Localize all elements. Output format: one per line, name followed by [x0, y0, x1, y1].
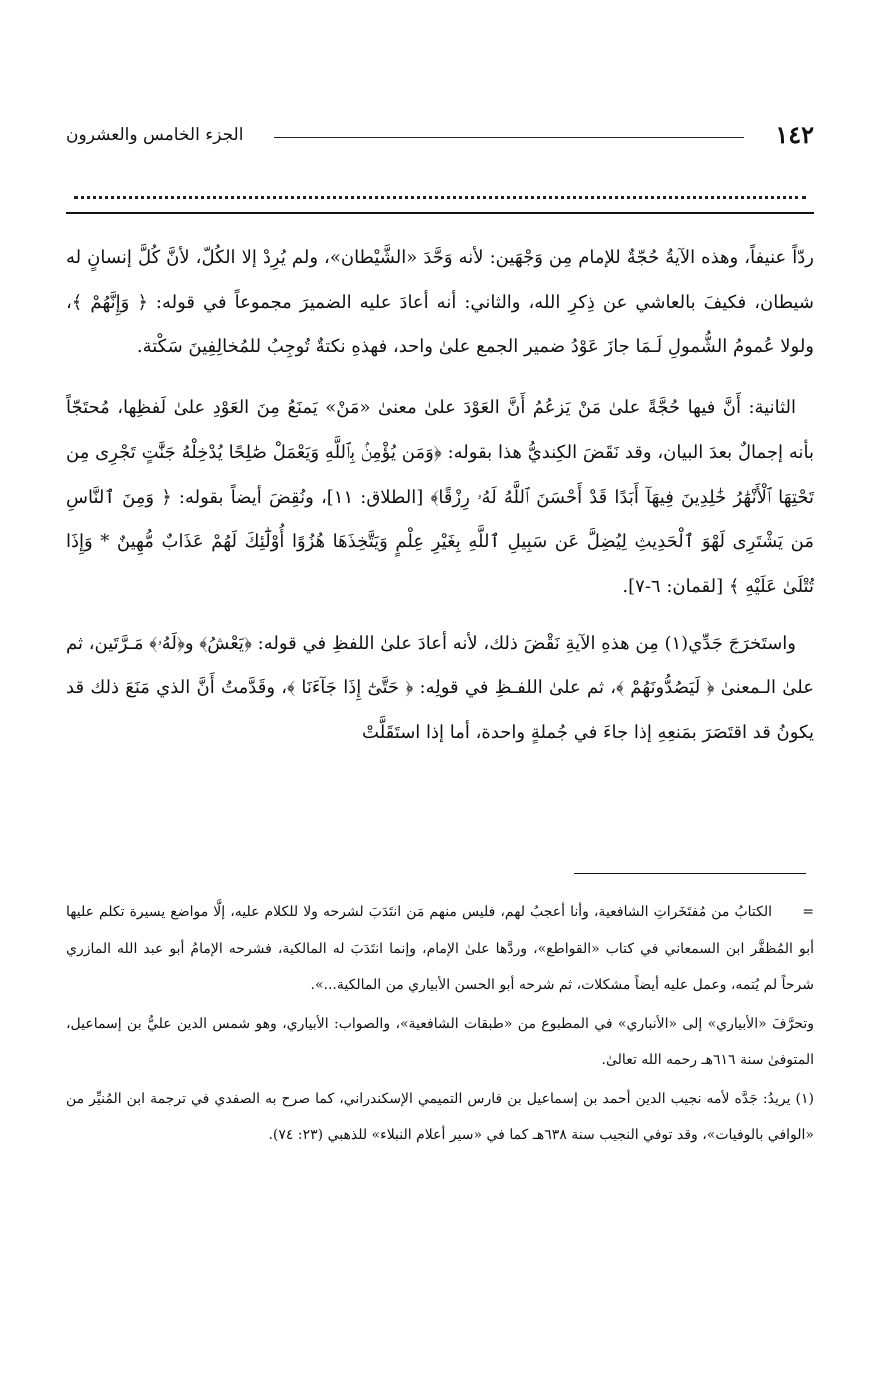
footnote-1-text: يريدُ: جَدَّه لأمه نجيب الدين أحمد بن إسماعيل بن فارس التميمي الإسكندراني، كما صرح به الصفدي في ترجمة ابن المُنيِّر من «الوافي بالوفيات»، وقد توفي النجيب سنة ٦٣٨هـ كما في «سير أعلام النبلاء» للذهبي (٢٣: ٧٤).: [66, 1090, 814, 1143]
paragraph-1: ردّاً عنيفاً، وهذه الآيةُ حُجّةٌ للإمام مِن وَجْهَين: لأنه وَحَّدَ «الشَّيْطان»، ولم يُرِدْ إلا الكُلّ، لأنَّ كُلَّ إنسانٍ له شيطان، فكيفَ بالعاشي عن ذِكرِ الله، والثاني: أنه أعادَ عليه الضميرَ مجموعاً في قوله: ﴿ وَإِنَّهُمْ ﴾، ولولا عُمومُ الشُّمولِ لَـمَا جازَ عَوْدُ ضمير الجمع علىٰ واحد، فهذهِ نكتةٌ تُوجِبُ للمُخالِفِينَ سَكْتة.: [66, 247, 814, 358]
paragraph-2: الثانية: أَنَّ فيها حُجَّةً علىٰ مَنْ يَزعُمُ أَنَّ العَوْدَ علىٰ معنىٰ «مَنْ» يَمنَعُ مِنَ العَوْدِ علىٰ لَفظِها، مُحتَجّاً بأنه إجمالٌ بعدَ البيان، وقد نَقَضَ الكِنديُّ هذا بقوله: ﴿وَمَن يُؤْمِنۢ بِٱللَّهِ وَيَعْمَلْ صَٰلِحًا يُدْخِلْهُ جَنَّٰتٍ تَجْرِى مِن تَحْتِهَا ٱلْأَنْهَٰرُ خَٰلِدِينَ فِيهَآ أَبَدًا قَدْ أَحْسَنَ ٱللَّهُ لَهُۥ رِزْقًا﴾ [الطلاق: ١١]، ونُقِضَ أيضاً بقوله: ﴿ وَمِنَ ٱلنَّاسِ مَن يَشْتَرِى لَهْوَ ٱلْحَدِيثِ لِيُضِلَّ عَن سَبِيلِ ٱللَّهِ بِغَيْرِ عِلْمٍ وَيَتَّخِذَهَا هُزُوًا أُوْلَٰٓئِكَ لَهُمْ عَذَابٌ مُّهِينٌ * وَإِذَا تُتْلَىٰ عَلَيْهِ ﴾ [لقمان: ٦-٧].: [66, 397, 814, 597]
running-header: [66, 118, 814, 152]
footnote-continuation: [66, 894, 814, 1004]
continuation-text: الكتابُ من مُفتَخَراتِ الشافعية، وأنا أعجبُ لهم، فليس منهم مَن انتَدَبَ لشرحه ولا للكلام عليه، إلَّا مواضع يسيرة تكلم عليها أبو المُظفَّر ابن السمعاني في كتاب «القواطع»، وردَّها علىٰ الإمام، وإنما انتَدَبَ له المالكية، فشرحه الإمامُ أبو عبد الله المازري شرحاً لم يُتمه، وعمل عليه أيضاً مشكلات، ثم شرحه أبو الحسن الأبياري من المالكية...».: [66, 904, 814, 993]
footnote-correction: وتحرَّفَ «الأبياري» إلى «الأنباري» في المطبوع من «طبقات الشافعية»، والصواب: الأبياري، وهو شمس الدين عليُّ بن إسماعيل، المتوفىٰ سنة ٦١٦هـ رحمه الله تعالىٰ.: [66, 1015, 814, 1068]
main-text: [66, 236, 814, 756]
header-rule: [274, 137, 744, 138]
footnotes: [66, 894, 814, 1154]
footnote-1: [66, 1081, 814, 1154]
footnote-separator: [574, 873, 806, 874]
solid-divider: [66, 212, 814, 214]
dotted-divider: [74, 196, 806, 199]
page-number: ١٤٢: [775, 120, 814, 149]
continuation-mark: =: [802, 904, 814, 920]
footnote-1-number: (١): [795, 1090, 814, 1107]
part-title: الجزء الخامس والعشرون: [66, 125, 244, 145]
paragraph-3: واستَخرَجَ جَدِّي(١) مِن هذهِ الآيةِ نَقْضَ ذلك، لأنه أعادَ علىٰ اللفظِ في قوله: ﴿يَعْشُ﴾ و﴿لَهُۥ﴾ مَـرَّتَين، ثم علىٰ الـمعنىٰ ﴿ لَيَصُدُّونَهُمْ ﴾، ثم علىٰ اللفـظِ في قولِه: ﴿ حَتَّىٰٓ إِذَا جَآءَنَا ﴾، وقَدَّمتُ أَنَّ الذي مَنَعَ ذلك قد يكونُ قد اقتَصَرَ بمَنعِهِ إذا جاءَ في جُملةٍ واحدة، أما إذا استَقَلَّتْ: [66, 632, 814, 744]
